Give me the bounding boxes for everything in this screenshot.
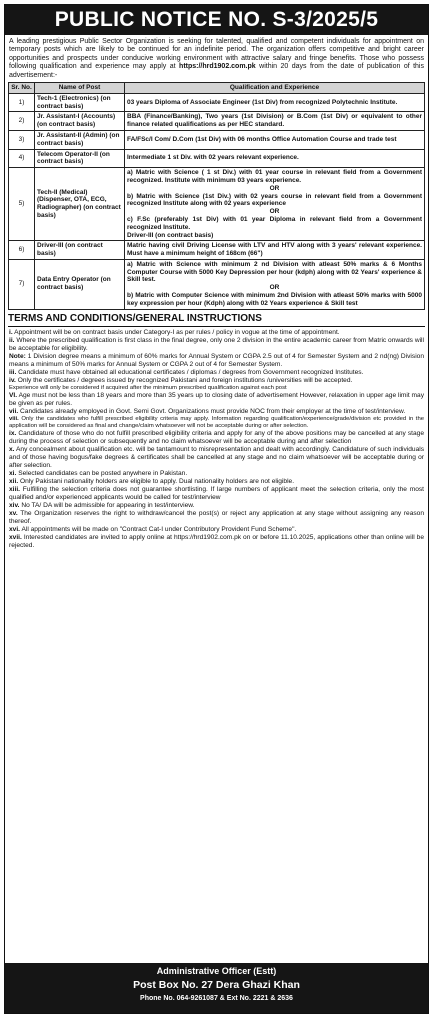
term-item [9,377,424,385]
row-sr: 1) [9,93,35,112]
row-qualification [125,112,425,131]
row-qualification [125,241,425,260]
term-item [9,526,424,534]
term-text: Interested candidates are invited to apply online at https://hrd1902.com.pk on or before 11.10.2025, applications other than online will be rejected. [9,533,424,549]
term-number: xiii. [9,485,20,493]
row-qualification [125,93,425,112]
term-number: viii. [9,415,19,422]
term-text: Fulfilling the selection criteria does not guarantee shortlisting. If large numbers of applicant meet the selection criteria, only the most qualified and/or experienced applicants would be called for test/interview [9,485,424,501]
term-text: Selected candidates can be posted anywhere in Pakistan. [18,469,188,477]
or-separator: OR [269,284,280,292]
term-number: ix. [9,429,17,437]
table-row [9,168,425,241]
term-text: The Organization reserves the right to withdraw/cancel the post(s) or reject any application at any stage without assigning any reason thereof. [9,509,424,525]
footer-address: Post Box No. 27 Dera Ghazi Khan [133,978,300,991]
table-row [9,93,425,112]
term-number: Note: [9,352,26,360]
apply-link[interactable]: https://hrd1902.com.pk [179,63,256,71]
term-item [9,502,424,510]
public-notice [4,4,429,1014]
intro-text-2: within 20 days from the date of publication of this advertisement:- [9,63,424,79]
term-text: Only the candidates who fulfill prescribed eligibility criteria may apply. Information regarding qualification/experience/grade/division etc provided in the application will be considered as final and change/claim whatsoever will not be acceptable during or after selection. [9,415,424,429]
term-number: i. [9,328,13,336]
term-item [9,329,424,337]
term-item [9,392,424,408]
term-text: Appointment will be on contract basis under Category-I as per rules / policy in vogue at the time of appointment. [14,328,340,336]
notice-title: PUBLIC NOTICE NO. S-3/2025/5 [5,5,428,35]
qualification-text: FA/FSc/I Com/ D.Com (1st Div) with 06 months Office Automation Course and trade test [127,135,397,143]
term-text: All appointments will be made on "Contract Cat-I under Contributory Provident Fund Scheme". [21,525,297,533]
term-item [9,486,424,502]
term-number: VI. [9,391,18,399]
qualification-text: 03 years Diploma of Associate Engineer (1st Div) from recognized Polytechnic Institute. [127,98,398,106]
term-text: 1 Division degree means a minimum of 60% marks for Annual System or CGPA 2.5 out of 4 for Semester System and 2 nd(ng) Division means a minimum of 50% marks for Annual System or CGPA 2 out of 4 for Semester System. [9,352,424,368]
term-number: xii. [9,477,19,485]
term-item [9,510,424,526]
term-item [9,369,424,377]
row-sr: 5) [9,168,35,241]
term-item [9,470,424,478]
qualification-text: Intermediate 1 st Div. with 02 years relevant experience. [127,154,299,162]
or-separator: OR [269,184,280,192]
footer [5,963,428,1013]
row-post: Tech-II (Medical) (Dispenser, OTA, ECG, Radiographer) (on contract basis) [35,168,125,241]
row-post: Jr. Assistant-I (Accounts) (on contract basis) [35,112,125,131]
term-item [9,416,424,430]
qualification-text: BBA (Finance/Banking), Two years (1st Division) or B.Com (1st Div) or equivalent to other finance related qualifications as per HEC standard. [127,113,422,129]
row-post: Telecom Operator-II (on contract basis) [35,149,125,168]
row-qualification [125,168,425,241]
term-item [9,353,424,369]
qualification-text: a) Matric with Science with minimum 2 nd Division with atleast 50% marks & 6 Months Computer Course with 5000 Key Depression per hour (kdph) along with 02 Years' experience & Skill test. [127,260,422,284]
table-row [9,130,425,149]
intro-paragraph [5,35,428,82]
term-item [9,446,424,470]
qualification-text: b) Matric with Computer Science with minimum 2nd Division with atleast 50% marks with 5000 key expression per hour (Kdph) along with 02 Years experience & Skill test [127,292,422,307]
qualification-text: a) Matric with Science ( 1 st Div.) with 01 year course in relevant field from a Government recognized. Institute with minimum 03 years experience. [127,169,422,184]
table-header-row [9,82,425,93]
term-text: Only Pakistani nationality holders are eligible to apply. Dual nationality holders are not eligible. [20,477,295,485]
table-row [9,241,425,260]
or-separator: OR [269,208,280,216]
table-row [9,149,425,168]
footer-phone: Phone No. 064-9261087 & Ext No. 2221 & 2636 [140,994,293,1002]
term-item [9,385,424,392]
row-sr: 2) [9,112,35,131]
header-qualification: Qualification and Experience [125,82,425,93]
row-sr: 6) [9,241,35,260]
table-row [9,112,425,131]
qualification-text: Driver-III (on contract basis) [127,231,214,239]
term-number: xv. [9,509,18,517]
term-text: Experience will only be considered if acquired after the minimum prescribed qualification against each post [9,384,287,391]
term-item [9,430,424,446]
qualification-text: c) F.Sc (preferably 1st Div) with 01 year Diploma in relevant field from a Government recognized Institute. [127,215,422,231]
term-number: xi. [9,469,17,477]
row-post: Tech-1 (Electronics) (on contract basis) [35,93,125,112]
term-number: ii. [9,336,15,344]
row-sr: 3) [9,130,35,149]
row-post: Data Entry Operator (on contract basis) [35,259,125,309]
table-row [9,259,425,309]
row-sr: 4) [9,149,35,168]
term-number: vii. [9,407,19,415]
term-text: Only the certificates / degrees issued by recognized Pakistani and foreign institutions /universities will be accepted. [17,376,353,384]
term-number: xvii. [9,533,22,541]
qualification-text: Matric having civil Driving License with LTV and HTV along with 3 years' relevant experience. Must have a minimum height of 168cm (66") [127,242,422,258]
term-number: iv. [9,376,16,384]
term-item [9,534,424,550]
table-body [9,93,425,309]
term-text: Any concealment about qualification etc. will be tantamount to misrepresentation and dealt with accordingly. Candidature of such individuals and of those having bogus/fake degrees & certificates shall be cancelled at any stage and no claim whatsoever will be acceptable during or after selection. [9,445,425,469]
term-text: Where the prescribed qualification is first class in the final degree, only one 2 division in the entire academic career from Matric onwards will be acceptable for eligibility. [9,336,424,352]
row-qualification [125,259,425,309]
terms-heading: TERMS AND CONDITIONS/GENERAL INSTRUCTIONS [8,313,425,327]
term-text: Candidates already employed in Govt. Semi Govt. Organizations must provide NOC from their employer at the time of test/interview. [20,407,406,415]
row-sr: 7) [9,259,35,309]
header-sr: Sr. No. [9,82,35,93]
term-item [9,408,424,416]
term-number: xiv. [9,501,20,509]
footer-office: Administrative Officer (Estt) [156,966,277,976]
terms-list [5,329,428,550]
term-number: x. [9,445,15,453]
row-post: Driver-III (on contract basis) [35,241,125,260]
row-post: Jr. Assistant-II (Admin) (on contract basis) [35,130,125,149]
term-number: xvi. [9,525,20,533]
posts-table [8,82,425,310]
header-post: Name of Post [35,82,125,93]
term-item [9,478,424,486]
term-text: No TA/ DA will be admissible for appearing in test/interview. [21,501,195,509]
row-qualification [125,149,425,168]
term-number: iii. [9,368,17,376]
qualification-text: b) Matric with Science (1st Div.) with 02 years course in relevant field from a Government recognized Institute along with 02 years experience [127,192,422,208]
row-qualification [125,130,425,149]
term-text: Candidate must have obtained all educational certificates / diplomas / degrees from Government recognized Institutes. [18,368,364,376]
term-item [9,337,424,353]
term-text: Candidature of those who do not fulfill prescribed eligibility criteria and apply for any of the above positions may be cancelled at any stage during the process of selection or subsequently and no claim whatsoever will be acceptable during and after selection [9,429,424,445]
term-text: Age must not be less than 18 years and more than 35 years up to closing date of advertisement However, relaxation in upper age limit may be given as per rules. [9,391,425,407]
intro-text: A leading prestigious Public Sector Organization is seeking for talented, qualified and competent individuals for appointment on temporary posts which are likely to be continued for an indefinite period. The organization offers competitive and bright career opportunities and prospects under conducive working environment with attractive salary and fringe benefits. Those who possess following qualification and experience may apply at [9,38,424,71]
